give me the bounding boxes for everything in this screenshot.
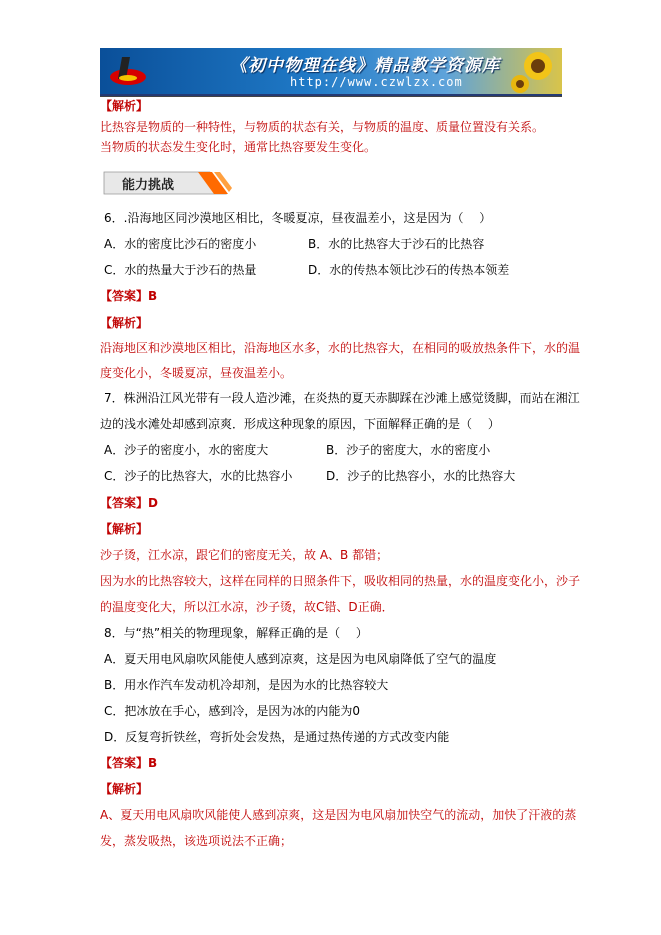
q8-option-a: A．夏天用电风扇吹风能使人感到凉爽，这是因为电风扇降低了空气的温度 <box>104 652 497 666</box>
q6-option-d: D．水的传热本领比沙石的传热本领差 <box>308 263 510 277</box>
question-7-stem: 7．株洲沿江风光带有一段人造沙滩，在炎热的夏天赤脚踩在沙滩上感觉烫脚，而站在湘江 <box>104 391 580 405</box>
q6-option-b: B．水的比热容大于沙石的比热容 <box>308 237 485 251</box>
header-banner <box>100 48 562 96</box>
q8-option-c: C．把冰放在手心，感到冷，是因为冰的内能为0 <box>104 704 361 718</box>
q8-analysis-text: A、夏天用电风扇吹风能使人感到凉爽，这是因为电风扇加快空气的流动，加快了汗液的蒸 <box>100 808 577 822</box>
logo-icon <box>108 51 148 91</box>
analysis-label: 【解析】 <box>100 99 149 113</box>
q8-analysis-text: 发，蒸发吸热，该选项说法不正确； <box>100 834 293 848</box>
q7-option-c: C．沙子的比热容大，水的比热容小 <box>104 469 293 483</box>
q8-analysis-label: 【解析】 <box>100 782 149 796</box>
q7-analysis-text: 因为水的比热容较大，这样在同样的日照条件下，吸收相同的热量，水的温度变化小，沙子 <box>100 574 581 588</box>
q8-option-d: D．反复弯折铁丝，弯折处会发热，是通过热传递的方式改变内能 <box>104 730 450 744</box>
q6-option-a: A．水的密度比沙石的密度小 <box>104 237 257 251</box>
q7-option-b: B．沙子的密度大，水的密度小 <box>326 443 491 457</box>
banner-title: 《初中物理在线》精品教学资源库 <box>230 56 500 76</box>
q7-answer: 【答案】D <box>100 496 158 510</box>
q7-analysis-text: 沙子烫，江水凉，跟它们的密度无关，故 A、B 都错； <box>100 548 389 562</box>
question-6-stem: 6．.沿海地区同沙漠地区相比，冬暖夏凉，昼夜温差小，这是因为（ ） <box>104 211 492 225</box>
q7-option-d: D．沙子的比热容小，水的比热容大 <box>326 469 516 483</box>
badge-label: 能力挑战 <box>122 178 175 193</box>
analysis-text: 当物质的状态发生变化时，通常比热容要发生变化。 <box>100 140 377 154</box>
q8-answer: 【答案】B <box>100 756 158 770</box>
q8-option-b: B．用水作汽车发动机冷却剂，是因为水的比热容较大 <box>104 678 389 692</box>
q7-analysis-text: 的温度变化大，所以江水凉，沙子烫，故C错、D正确． <box>100 600 394 614</box>
header-divider <box>100 96 562 97</box>
q7-analysis-label: 【解析】 <box>100 522 149 536</box>
q6-answer: 【答案】B <box>100 289 158 303</box>
question-7-stem: 边的浅水滩处却感到凉爽．形成这种现象的原因，下面解释正确的是（ ） <box>100 417 500 431</box>
q6-analysis-label: 【解析】 <box>100 316 149 330</box>
q6-analysis-text: 沿海地区和沙漠地区相比，沿海地区水多，水的比热容大，在相同的吸放热条件下，水的温 <box>100 341 581 355</box>
q6-option-c: C．水的热量大于沙石的热量 <box>104 263 257 277</box>
banner-url[interactable]: http://www.czwlzx.com <box>290 75 463 89</box>
question-8-stem: 8．与“热”相关的物理现象，解释正确的是（ ） <box>104 626 368 640</box>
analysis-text: 比热容是物质的一种特性，与物质的状态有关，与物质的温度、质量位置没有关系。 <box>100 120 545 134</box>
q7-option-a: A．沙子的密度小，水的密度大 <box>104 443 269 457</box>
sunflower-icon <box>508 48 560 94</box>
q6-analysis-text: 度变化小，冬暖夏凉，昼夜温差小。 <box>100 366 293 380</box>
section-badge <box>102 168 232 196</box>
